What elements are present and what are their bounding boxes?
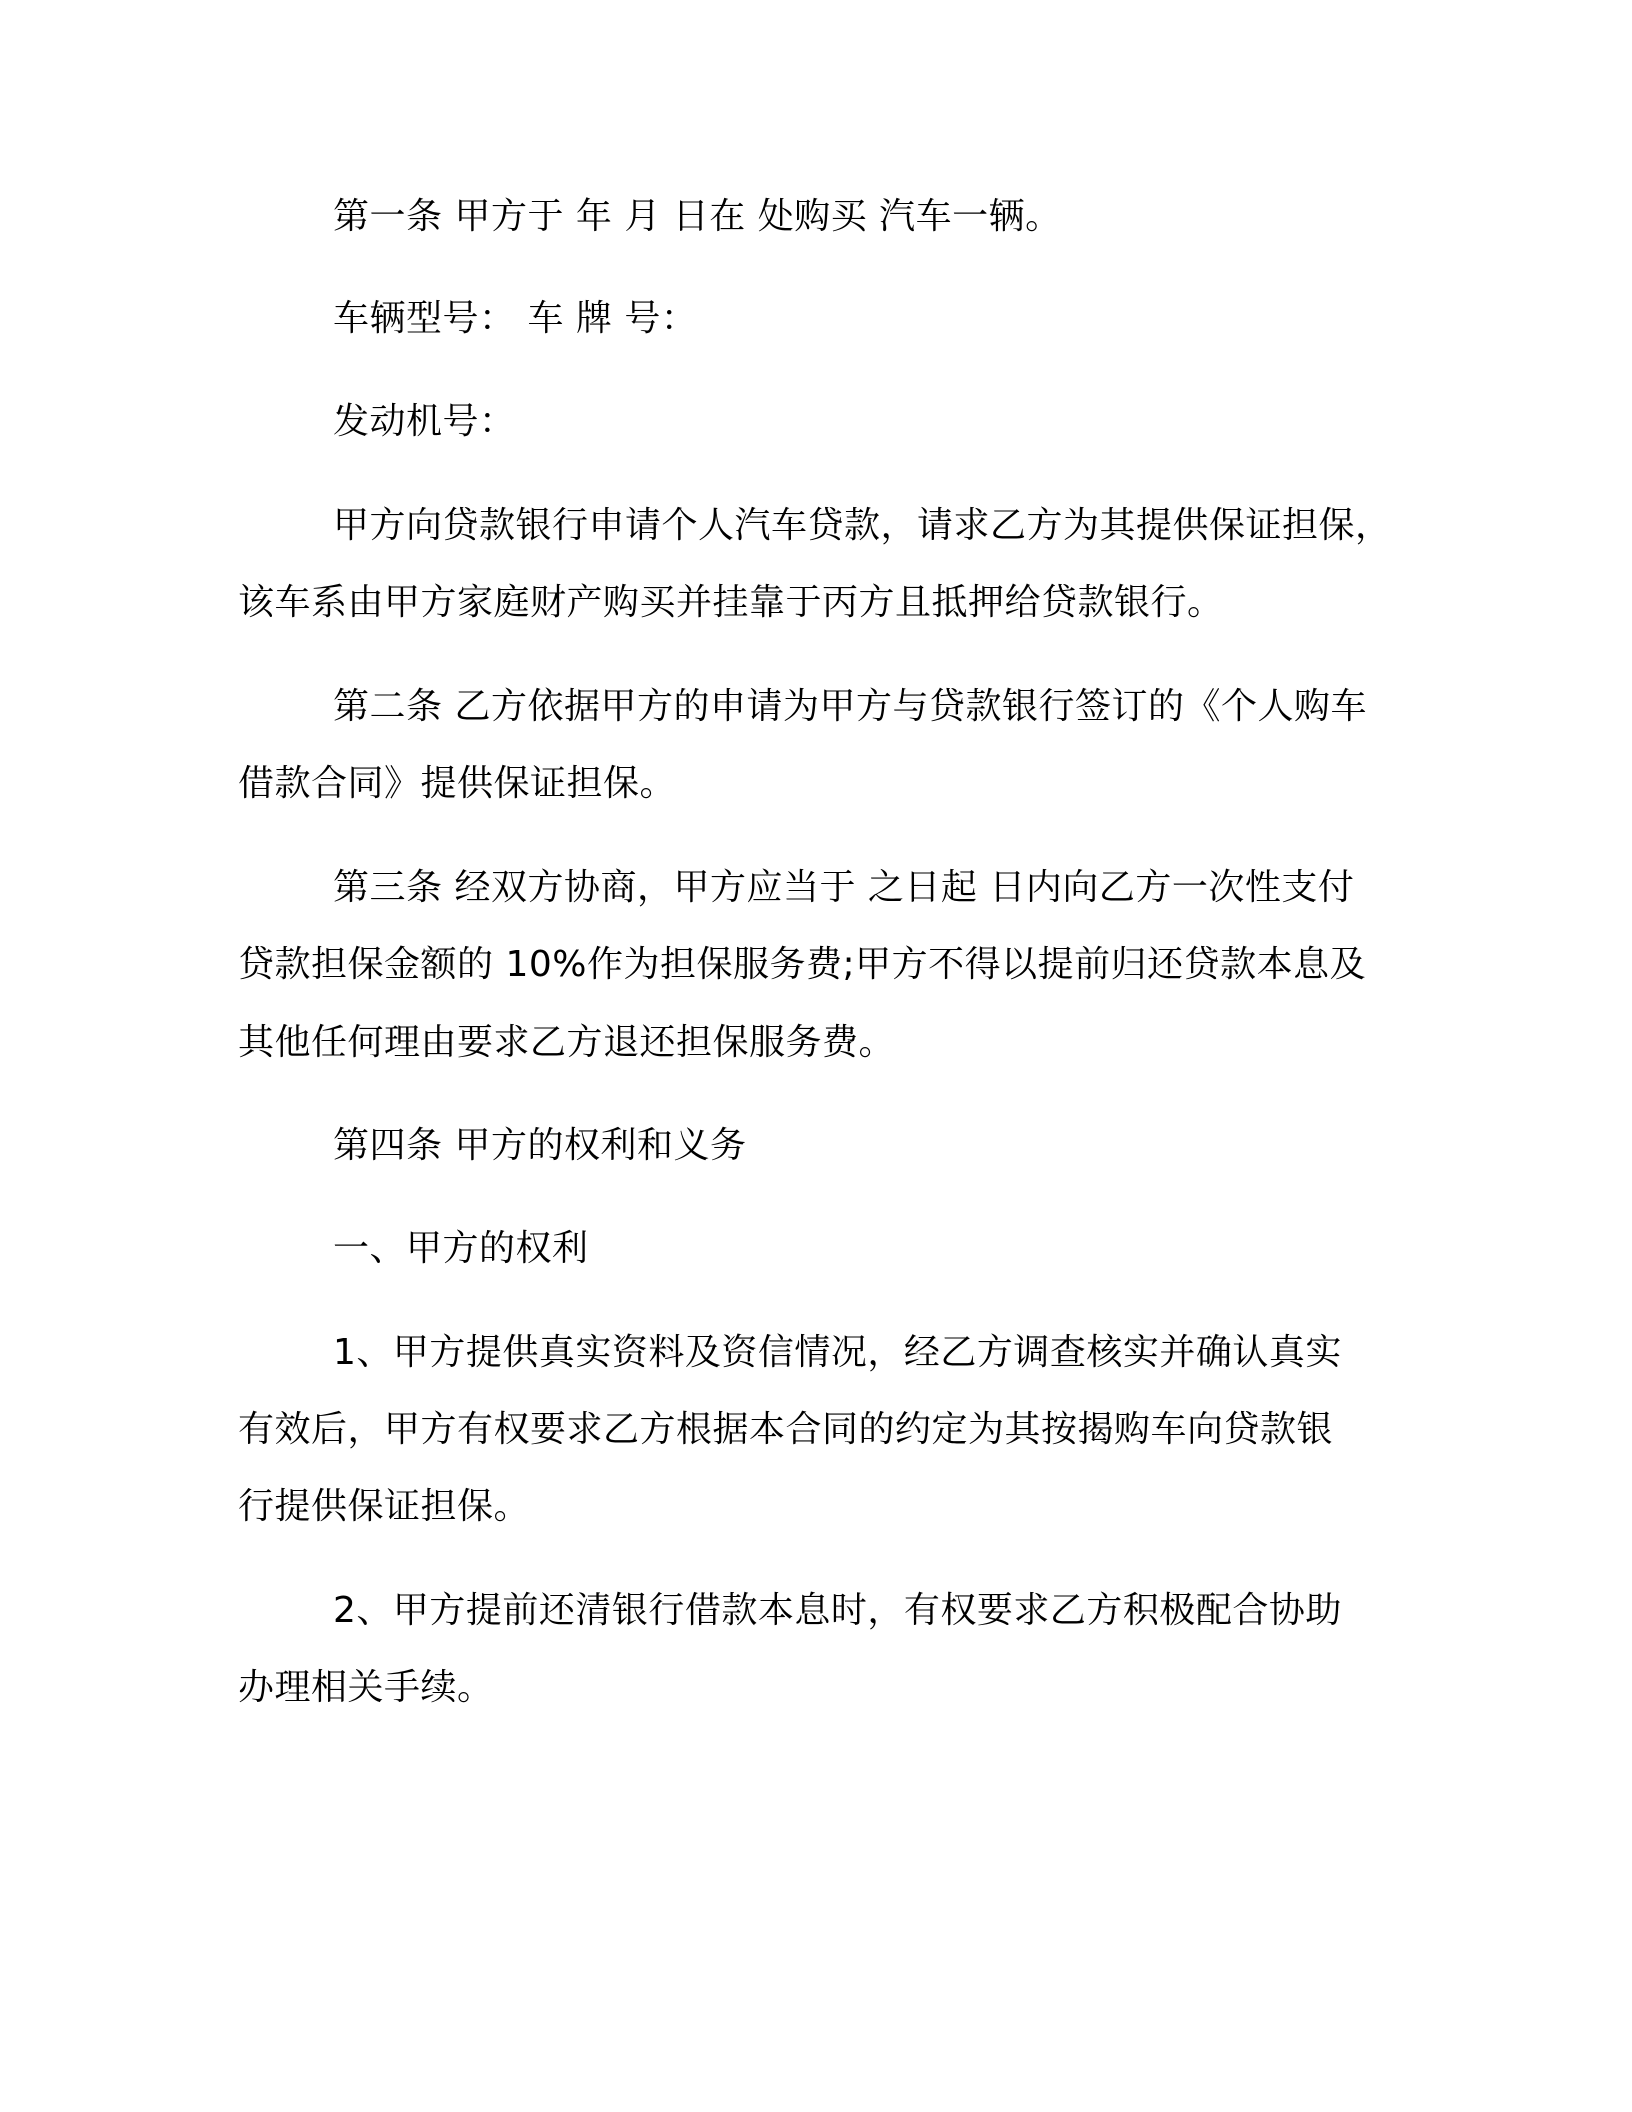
clause-4-heading: 第四条 甲方的权利和义务	[333, 1125, 747, 1166]
loan-application-line-2: 该车系由甲方家庭财产购买并挂靠于丙方且抵押给贷款银行。	[238, 582, 1224, 623]
engine-number-line: 发动机号：	[333, 401, 516, 442]
vehicle-model-line: 车辆型号： 车 牌 号：	[333, 298, 698, 339]
right-1-line-2: 有效后，甲方有权要求乙方根据本合同的约定为其按揭购车向贷款银	[238, 1409, 1334, 1450]
right-2-line-1: 2、甲方提前还清银行借款本息时，有权要求乙方积极配合协助	[333, 1590, 1342, 1631]
clause-3-line-2: 贷款担保金额的 10%作为担保服务费;甲方不得以提前归还贷款本息及	[238, 944, 1367, 985]
loan-application-line-1: 甲方向贷款银行申请个人汽车贷款，请求乙方为其提供保证担保，	[333, 505, 1392, 546]
right-1-line-1: 1、甲方提供真实资料及资信情况，经乙方调查核实并确认真实	[333, 1332, 1342, 1373]
party-a-rights-heading: 一、甲方的权利	[333, 1228, 589, 1269]
clause-2-line-1: 第二条 乙方依据甲方的申请为甲方与贷款银行签订的《个人购车	[333, 686, 1367, 727]
clause-1-line-1: 第一条 甲方于 年 月 日在 处购买 汽车一辆。	[333, 196, 1062, 237]
clause-3-line-3: 其他任何理由要求乙方退还担保服务费。	[238, 1022, 896, 1063]
clause-2-line-2: 借款合同》提供保证担保。	[238, 763, 677, 804]
clause-3-line-1: 第三条 经双方协商，甲方应当于 之日起 日内向乙方一次性支付	[333, 867, 1355, 908]
right-2-line-2: 办理相关手续。	[238, 1667, 494, 1708]
right-1-line-3: 行提供保证担保。	[238, 1486, 531, 1527]
